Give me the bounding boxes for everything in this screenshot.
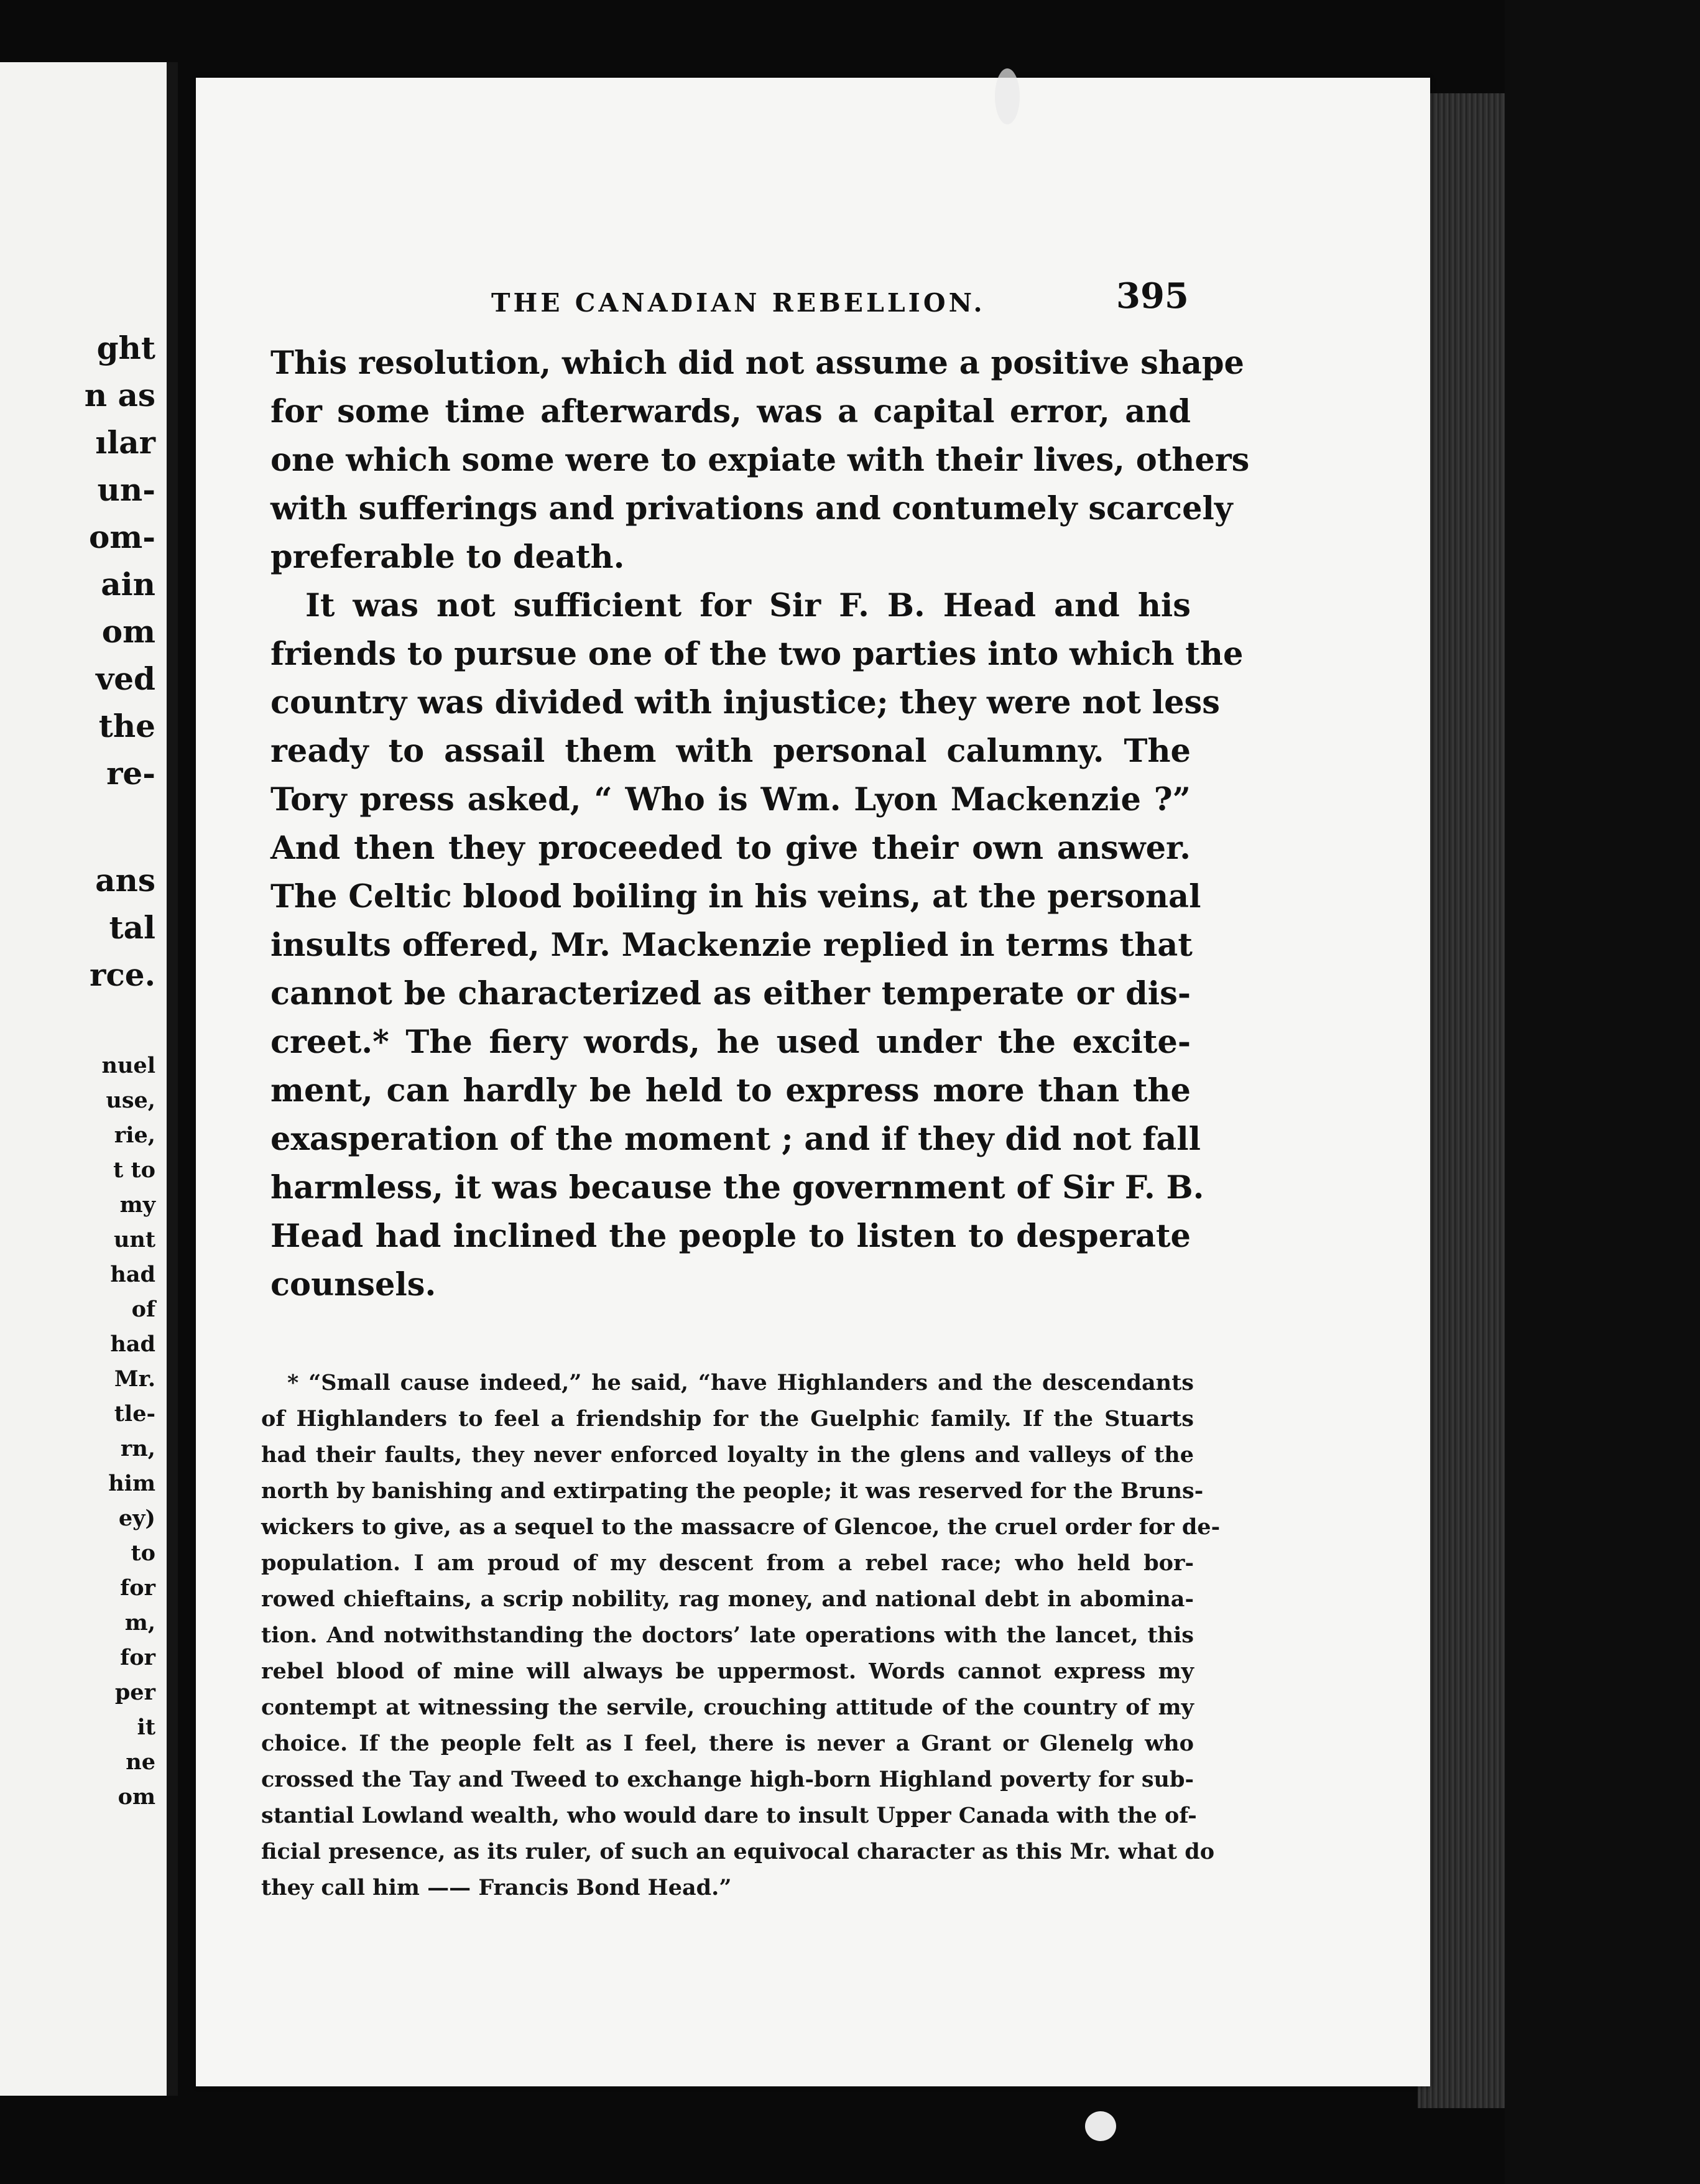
body-line: for some time afterwards, was a capital error, and bbox=[270, 393, 1191, 430]
left-fragment: for bbox=[120, 1575, 155, 1601]
footnote-line: tion. And notwithstanding the doctors’ late operations with the lancet, this bbox=[261, 1622, 1194, 1648]
scan-background bbox=[1505, 0, 1700, 2184]
footnote-line: contempt at witnessing the servile, crouching attitude of the country of my bbox=[261, 1695, 1194, 1720]
footnote-line: north by banishing and extirpating the people; it was reserved for the Bruns- bbox=[261, 1478, 1204, 1504]
left-fragment: om- bbox=[88, 519, 155, 555]
left-fragment: om bbox=[101, 613, 155, 650]
body-line: country was divided with injustice; they were not less bbox=[270, 684, 1220, 721]
left-fragment: un- bbox=[97, 471, 155, 508]
footnote-line: they call him —— Francis Bond Head.” bbox=[261, 1875, 732, 1900]
left-fragment: rie, bbox=[114, 1122, 155, 1148]
body-line: And then they proceeded to give their own answer. bbox=[270, 830, 1191, 867]
footnote bbox=[261, 1365, 1221, 1906]
footnote-line: stantial Lowland wealth, who would dare to insult Upper Canada with the of- bbox=[261, 1803, 1197, 1828]
left-fragment: n as bbox=[84, 377, 155, 414]
left-fragment: ght bbox=[96, 330, 155, 366]
body-line: ment, can hardly be held to express more than the bbox=[270, 1072, 1191, 1109]
body-line: preferable to death. bbox=[270, 539, 625, 576]
left-fragment: m, bbox=[124, 1610, 155, 1636]
body-line: with sufferings and privations and contumely scarcely bbox=[270, 490, 1233, 527]
left-fragment: ved bbox=[96, 660, 155, 697]
left-fragment: it bbox=[137, 1714, 155, 1740]
footnote-line: choice. If the people felt as I feel, there is never a Grant or Glenelg who bbox=[261, 1731, 1194, 1756]
body-line: insults offered, Mr. Mackenzie replied in terms that bbox=[270, 927, 1193, 964]
body-line: creet.* The fiery words, he used under the excite- bbox=[270, 1024, 1191, 1061]
left-fragment: use, bbox=[106, 1088, 155, 1113]
left-fragment: my bbox=[119, 1192, 155, 1218]
left-fragment: tle- bbox=[114, 1401, 155, 1427]
left-fragment: nuel bbox=[101, 1053, 155, 1078]
footnote-line: population. I am proud of my descent from a rebel race; who held bor- bbox=[261, 1550, 1194, 1576]
body-line: The Celtic blood boiling in his veins, at the personal bbox=[270, 878, 1201, 915]
body-line: Head had inclined the people to listen to desperate bbox=[270, 1218, 1191, 1255]
body-line: one which some were to expiate with their lives, others bbox=[270, 442, 1250, 479]
left-fragment: to bbox=[131, 1540, 155, 1566]
body-line: harmless, it was because the government of Sir F. B. bbox=[270, 1169, 1204, 1206]
left-fragment: ans bbox=[95, 862, 155, 899]
left-fragment: had bbox=[110, 1331, 155, 1357]
left-fragment: him bbox=[108, 1471, 155, 1496]
book-page bbox=[196, 78, 1430, 2086]
body-line: exasperation of the moment ; and if they did not fall bbox=[270, 1121, 1201, 1158]
footnote-line: wickers to give, as a sequel to the massacre of Glencoe, the cruel order for de- bbox=[261, 1514, 1221, 1540]
left-fragment: tal bbox=[109, 909, 155, 946]
body-text bbox=[270, 339, 1250, 1309]
left-fragment: ne bbox=[126, 1749, 155, 1775]
footnote-line: had their faults, they never enforced loyalty in the glens and valleys of the bbox=[261, 1442, 1194, 1468]
left-fragment: ain bbox=[101, 566, 155, 603]
body-line: Tory press asked, “ Who is Wm. Lyon Mackenzie ?” bbox=[270, 781, 1191, 818]
left-fragment: the bbox=[98, 708, 155, 744]
left-fragment: for bbox=[120, 1645, 155, 1670]
body-line: It was not sufficient for Sir F. B. Head and his bbox=[305, 587, 1191, 624]
footnote-line: rebel blood of mine will always be uppermost. Words cannot express my bbox=[261, 1659, 1194, 1684]
footnote-line: of Highlanders to feel a friendship for the Guelphic family. If the Stuarts bbox=[261, 1406, 1194, 1432]
scan-speck bbox=[1085, 2111, 1116, 2141]
left-fragment: of bbox=[131, 1297, 155, 1322]
body-line: cannot be characterized as either temperate or dis- bbox=[270, 975, 1191, 1012]
left-facing-page bbox=[0, 62, 178, 2096]
left-fragment: rce. bbox=[89, 956, 155, 993]
footnote-line: rowed chieftains, a scrip nobility, rag money, and national debt in abomina- bbox=[261, 1586, 1194, 1612]
footnote-line: ficial presence, as its ruler, of such an equivocal character as this Mr. what do bbox=[261, 1839, 1215, 1864]
left-fragment: rn, bbox=[120, 1436, 155, 1461]
page-edges bbox=[1418, 93, 1505, 2108]
left-fragment: unt bbox=[113, 1227, 155, 1252]
body-line: friends to pursue one of the two parties into which the bbox=[270, 636, 1244, 673]
scan-speck bbox=[995, 68, 1020, 124]
left-fragment: ılar bbox=[95, 424, 155, 461]
left-fragment: om bbox=[118, 1784, 155, 1810]
page-number: 395 bbox=[1116, 275, 1189, 317]
left-fragment: t to bbox=[113, 1157, 155, 1183]
page-header bbox=[196, 275, 1430, 331]
left-fragment: ey) bbox=[118, 1506, 155, 1531]
running-head: THE CANADIAN REBELLION. bbox=[491, 288, 986, 318]
body-line: counsels. bbox=[270, 1266, 437, 1303]
left-fragment: Mr. bbox=[114, 1366, 155, 1392]
body-line: ready to assail them with personal calumny. The bbox=[270, 733, 1191, 770]
left-fragment: re- bbox=[106, 755, 155, 792]
footnote-line: crossed the Tay and Tweed to exchange high-born Highland poverty for sub- bbox=[261, 1767, 1194, 1792]
left-fragment: per bbox=[114, 1680, 155, 1705]
body-line: This resolution, which did not assume a positive shape bbox=[270, 345, 1245, 382]
footnote-line: * “Small cause indeed,” he said, “have Highlanders and the descendants bbox=[287, 1370, 1194, 1395]
left-fragment: had bbox=[110, 1262, 155, 1287]
